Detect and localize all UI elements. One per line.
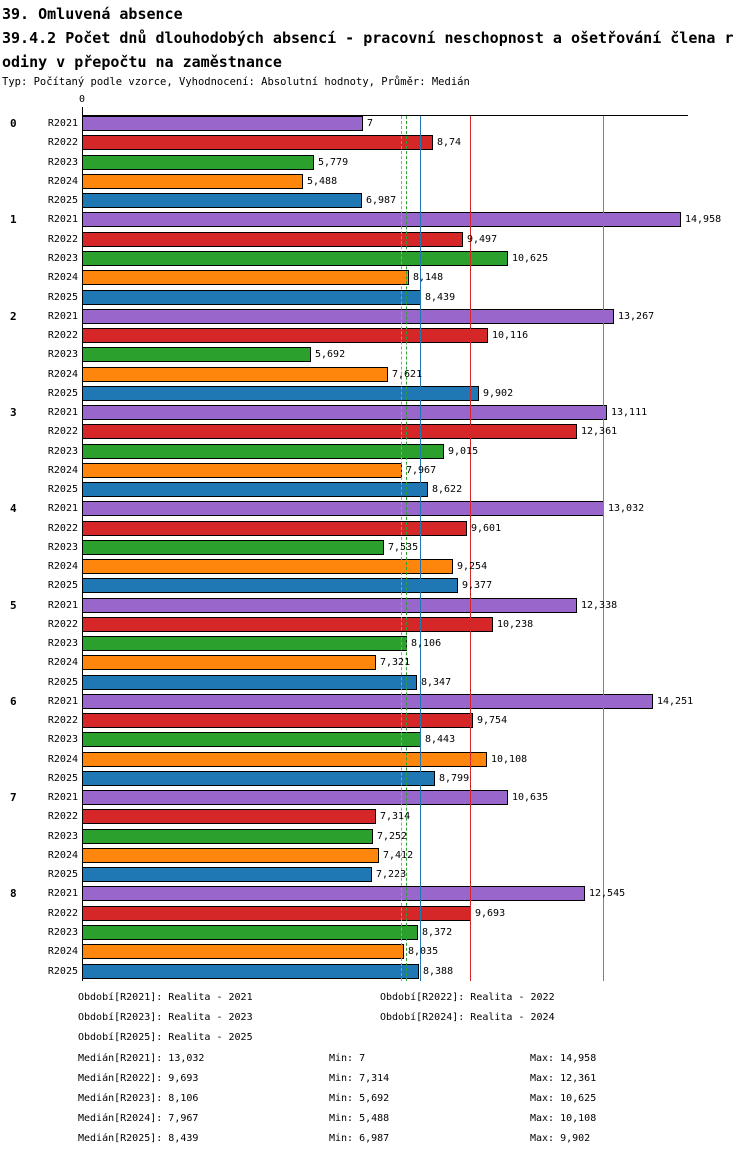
series-label-R2024: R2024	[47, 561, 78, 573]
series-label-R2025: R2025	[47, 676, 78, 688]
bar-group4-R2021	[82, 501, 604, 516]
bar-group4-R2024	[82, 559, 453, 574]
bar-group0-R2025	[82, 193, 362, 208]
series-label-R2024: R2024	[47, 464, 78, 476]
series-label-R2024: R2024	[47, 753, 78, 765]
bar-value-group0-R2024: 5,488	[307, 175, 338, 187]
bar-group8-R2024	[82, 944, 404, 959]
bar-value-group7-R2022: 7,314	[380, 811, 411, 823]
bar-value-group3-R2024: 7,967	[406, 464, 437, 476]
group-label-4: 4	[10, 502, 17, 516]
bar-value-group5-R2023: 8,106	[411, 638, 442, 650]
series-label-R2024: R2024	[47, 175, 78, 187]
legend-period-R2025: Období[R2025]: Realita - 2025	[78, 1032, 253, 1043]
legend-period-R2023: Období[R2023]: Realita - 2023	[78, 1012, 253, 1023]
group-label-2: 2	[10, 309, 17, 323]
group-label-0: 0	[10, 117, 17, 130]
bar-group7-R2025	[82, 867, 372, 882]
bar-group7-R2021	[82, 790, 508, 805]
bar-group1-R2024	[82, 270, 409, 285]
bar-value-group7-R2023: 7,252	[377, 830, 408, 842]
bar-group1-R2023	[82, 251, 508, 266]
group-label-5: 5	[10, 598, 17, 612]
bar-value-group5-R2022: 10,238	[497, 618, 534, 630]
series-label-R2021: R2021	[47, 503, 78, 515]
bar-value-group7-R2024: 7,412	[383, 850, 414, 861]
bar-group5-R2023	[82, 636, 407, 651]
bar-value-group6-R2022: 9,754	[477, 715, 508, 727]
bar-value-group0-R2022: 8,74	[437, 137, 462, 149]
bar-value-group3-R2023: 9,015	[448, 445, 479, 457]
legend-max-R2024: Max: 10,108	[530, 1113, 597, 1124]
bar-group0-R2024	[82, 174, 303, 189]
group-label-7: 7	[10, 791, 17, 805]
series-label-R2022: R2022	[47, 811, 78, 823]
series-label-R2024: R2024	[47, 946, 78, 958]
series-label-R2024: R2024	[47, 657, 78, 669]
bar-value-group5-R2025: 8,347	[421, 676, 452, 688]
bar-value-group2-R2022: 10,116	[492, 329, 529, 341]
bar-group3-R2021	[82, 405, 607, 420]
bar-group2-R2022	[82, 328, 488, 343]
bar-value-group2-R2023: 5,692	[315, 349, 346, 361]
bar-value-group6-R2021: 14,251	[657, 695, 694, 707]
series-label-R2025: R2025	[47, 580, 78, 592]
series-label-R2024: R2024	[47, 850, 78, 861]
bar-value-group0-R2021: 7	[367, 118, 374, 129]
series-label-R2021: R2021	[47, 888, 78, 900]
legend-min-R2022: Min: 7,314	[329, 1073, 390, 1084]
bar-value-group2-R2021: 13,267	[618, 310, 655, 322]
bar-value-group2-R2024: 7,621	[392, 368, 423, 380]
legend-max-R2023: Max: 10,625	[530, 1093, 597, 1104]
bar-group2-R2023	[82, 347, 311, 362]
series-label-R2023: R2023	[47, 830, 78, 842]
bar-value-group6-R2023: 8,443	[425, 734, 456, 746]
bar-group3-R2025	[82, 482, 428, 497]
bar-group6-R2023	[82, 732, 421, 747]
series-label-R2023: R2023	[47, 349, 78, 361]
series-label-R2025: R2025	[47, 773, 78, 784]
legend-period-R2021: Období[R2021]: Realita - 2021	[78, 992, 253, 1003]
bar-group8-R2022	[82, 906, 471, 921]
bar-value-group3-R2022: 12,361	[581, 426, 618, 438]
bar-value-group8-R2022: 9,693	[475, 907, 506, 919]
bar-group4-R2023	[82, 540, 384, 555]
group-label-1: 1	[10, 213, 17, 227]
report-section-title: 39. Omluvená absence	[2, 5, 183, 23]
bar-group0-R2023	[82, 155, 314, 170]
series-label-R2024: R2024	[47, 272, 78, 284]
series-label-R2023: R2023	[47, 445, 78, 457]
bar-value-group0-R2023: 5,779	[318, 156, 349, 168]
bar-value-group1-R2021: 14,958	[685, 214, 722, 226]
series-label-R2022: R2022	[47, 522, 78, 534]
bar-group1-R2025	[82, 290, 421, 305]
bar-group8-R2025	[82, 964, 419, 979]
bar-value-group8-R2025: 8,388	[423, 965, 454, 977]
series-label-R2023: R2023	[47, 156, 78, 168]
bar-group6-R2024	[82, 752, 487, 767]
series-label-R2025: R2025	[47, 965, 78, 977]
bar-group8-R2023	[82, 925, 418, 940]
bar-group8-R2021	[82, 886, 585, 901]
series-label-R2024: R2024	[47, 368, 78, 380]
chart-subtitle: Typ: Počítaný podle vzorce, Vyhodnocení: Absolutní hodnoty, Průměr: Medián	[2, 76, 470, 88]
bar-value-group7-R2025: 7,223	[376, 869, 407, 881]
series-label-R2025: R2025	[47, 195, 78, 207]
bar-group3-R2022	[82, 424, 577, 439]
legend-min-R2024: Min: 5,488	[329, 1113, 390, 1124]
bar-group6-R2021	[82, 694, 653, 709]
x-axis-origin-label: 0	[78, 94, 86, 105]
series-label-R2023: R2023	[47, 927, 78, 938]
bar-group5-R2025	[82, 675, 417, 690]
bar-value-group4-R2022: 9,601	[471, 522, 502, 534]
bar-group6-R2022	[82, 713, 473, 728]
bar-value-group5-R2021: 12,338	[581, 599, 618, 611]
bar-group0-R2022	[82, 135, 433, 150]
legend-max-R2025: Max: 9,902	[530, 1133, 591, 1144]
bar-value-group8-R2024: 8,035	[408, 946, 439, 958]
bar-group2-R2021	[82, 309, 614, 324]
bar-value-group3-R2025: 8,622	[432, 484, 463, 496]
series-label-R2021: R2021	[47, 406, 78, 418]
series-label-R2023: R2023	[47, 734, 78, 746]
chart-title-line2: odiny v přepočtu na zaměstnance	[2, 53, 282, 71]
series-label-R2025: R2025	[47, 484, 78, 496]
series-label-R2022: R2022	[47, 137, 78, 149]
legend-period-R2024: Období[R2024]: Realita - 2024	[380, 1012, 555, 1023]
series-label-R2021: R2021	[47, 599, 78, 611]
bar-group1-R2021	[82, 212, 681, 227]
series-label-R2023: R2023	[47, 541, 78, 553]
legend-max-R2022: Max: 12,361	[530, 1073, 597, 1084]
bar-value-group4-R2023: 7,535	[388, 541, 419, 553]
bar-value-group0-R2025: 6,987	[366, 195, 397, 207]
bar-value-group8-R2023: 8,372	[422, 927, 453, 938]
series-label-R2022: R2022	[47, 715, 78, 727]
series-label-R2023: R2023	[47, 252, 78, 264]
group-label-6: 6	[10, 694, 17, 708]
bar-group7-R2022	[82, 809, 376, 824]
series-label-R2021: R2021	[47, 310, 78, 322]
group-label-3: 3	[10, 405, 17, 419]
bar-value-group1-R2024: 8,148	[413, 272, 444, 284]
legend-median-R2023: Medián[R2023]: 8,106	[78, 1093, 199, 1104]
group-label-8: 8	[10, 887, 17, 901]
bar-value-group1-R2022: 9,497	[467, 233, 498, 245]
legend-min-R2025: Min: 6,987	[329, 1133, 390, 1144]
bar-value-group2-R2025: 9,902	[483, 387, 514, 399]
bar-value-group4-R2025: 9,377	[462, 580, 493, 592]
series-label-R2021: R2021	[47, 792, 78, 804]
legend-median-R2021: Medián[R2021]: 13,032	[78, 1053, 205, 1064]
series-label-R2025: R2025	[47, 291, 78, 303]
bar-group3-R2023	[82, 444, 444, 459]
bar-group5-R2022	[82, 617, 493, 632]
legend-median-R2024: Medián[R2024]: 7,967	[78, 1113, 199, 1124]
bar-value-group4-R2021: 13,032	[608, 503, 645, 515]
bar-group0-R2021	[82, 116, 363, 131]
series-label-R2022: R2022	[47, 426, 78, 438]
bar-value-group3-R2021: 13,111	[611, 406, 648, 418]
legend-min-R2023: Min: 5,692	[329, 1093, 390, 1104]
legend-median-R2022: Medián[R2022]: 9,693	[78, 1073, 199, 1084]
series-label-R2022: R2022	[47, 907, 78, 919]
median-line-R2025	[420, 116, 421, 981]
bar-value-group1-R2025: 8,439	[425, 291, 456, 303]
bar-group3-R2024	[82, 463, 402, 478]
bar-group2-R2024	[82, 367, 388, 382]
bar-group4-R2022	[82, 521, 467, 536]
bar-value-group7-R2021: 10,635	[512, 792, 549, 804]
legend-period-R2022: Období[R2022]: Realita - 2022	[380, 992, 555, 1003]
bar-value-group4-R2024: 9,254	[457, 561, 488, 573]
bar-value-group8-R2021: 12,545	[589, 888, 626, 900]
legend-min-R2021: Min: 7	[329, 1053, 366, 1064]
series-label-R2022: R2022	[47, 233, 78, 245]
series-label-R2025: R2025	[47, 869, 78, 881]
series-label-R2021: R2021	[47, 118, 78, 129]
bar-group5-R2024	[82, 655, 376, 670]
bar-group6-R2025	[82, 771, 435, 786]
legend-median-R2025: Medián[R2025]: 8,439	[78, 1133, 199, 1144]
series-label-R2022: R2022	[47, 329, 78, 341]
series-label-R2022: R2022	[47, 618, 78, 630]
series-label-R2025: R2025	[47, 387, 78, 399]
bar-value-group6-R2024: 10,108	[491, 753, 528, 765]
bar-group7-R2023	[82, 829, 373, 844]
bar-value-group1-R2023: 10,625	[512, 252, 549, 264]
series-label-R2023: R2023	[47, 638, 78, 650]
bar-value-group6-R2025: 8,799	[439, 773, 470, 784]
x-axis-origin-tick	[82, 107, 83, 115]
bar-group7-R2024	[82, 848, 379, 863]
median-line-R2021	[603, 116, 604, 981]
series-label-R2021: R2021	[47, 214, 78, 226]
bar-group5-R2021	[82, 598, 577, 613]
chart-title-line1: 39.4.2 Počet dnů dlouhodobých absencí - pracovní neschopnost a ošetřování člena r	[2, 29, 734, 47]
legend-max-R2021: Max: 14,958	[530, 1053, 597, 1064]
series-label-R2021: R2021	[47, 695, 78, 707]
bar-value-group5-R2024: 7,321	[380, 657, 411, 669]
